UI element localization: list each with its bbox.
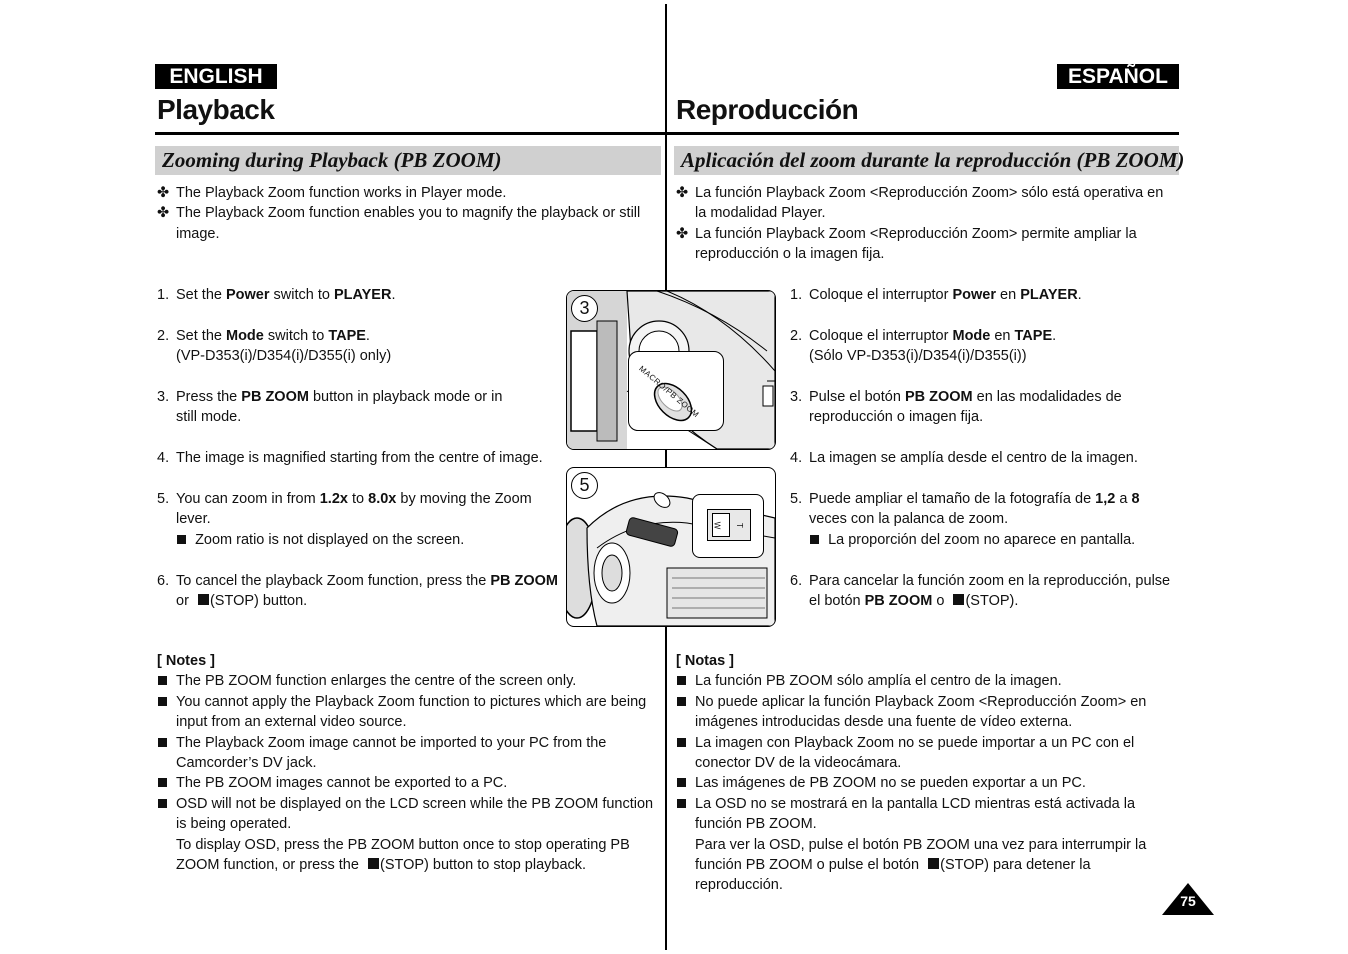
page-number: 75 xyxy=(1180,893,1196,909)
figure-number-3: 3 xyxy=(571,295,598,322)
cross-bullet-icon: ✤ xyxy=(157,185,170,201)
spanish-note-item: No puede aplicar la función Playback Zoom <Reproducción Zoom> en imágenes introducidas desde una fuente de vídeo externa. xyxy=(676,692,1165,733)
square-bullet-icon xyxy=(158,676,167,685)
english-section-heading: Zooming during Playback (PB ZOOM) xyxy=(155,146,661,175)
english-intro-item: ✤ The Playback Zoom function enables you to magnify the playback or still image. xyxy=(157,205,641,242)
spanish-notes-title: [ Notas ] xyxy=(676,653,734,669)
square-bullet-icon xyxy=(677,799,686,808)
english-note-item: You cannot apply the Playback Zoom function to pictures which are being input from an external video source. xyxy=(157,692,657,733)
english-title-rule xyxy=(155,132,666,135)
spanish-note-item: Las imágenes de PB ZOOM no se pueden exportar a un PC. xyxy=(676,773,1176,793)
spanish-note-item: La imagen con Playback Zoom no se puede importar a un PC con el conector DV de la videocámara. xyxy=(676,733,1145,774)
square-bullet-icon xyxy=(158,697,167,706)
wide-label: W xyxy=(712,521,722,530)
english-intro xyxy=(157,183,647,244)
spanish-step-5: 5. Puede ampliar el tamaño de la fotografía de 1,2 a 8 veces con la palanca de zoom. La proporción del zoom no aparece en pantalla. xyxy=(790,491,1140,548)
square-bullet-icon xyxy=(177,535,186,544)
square-bullet-icon xyxy=(158,778,167,787)
macro-pb-zoom-label: MACRO/PB ZOOM xyxy=(637,364,701,420)
english-step-1: 1. Set the Power switch to PLAYER. xyxy=(157,287,396,303)
english-note-item: The PB ZOOM function enlarges the centre of the screen only. xyxy=(157,671,657,691)
spanish-intro-item: ✤ La función Playback Zoom <Reproducción Zoom> permite ampliar la reproducción o la imagen fija. xyxy=(676,225,1137,263)
spanish-step-4: 4. La imagen se amplía desde el centro de la imagen. xyxy=(790,450,1138,467)
english-steps xyxy=(157,285,565,611)
square-bullet-icon xyxy=(677,676,686,685)
english-step-3: 3. Press the PB ZOOM button in playback mode or in still mode. xyxy=(157,389,503,426)
cross-bullet-icon: ✤ xyxy=(157,205,170,222)
tele-label: T xyxy=(734,523,744,528)
stop-icon xyxy=(953,594,964,605)
spanish-language-badge: ESPAÑOL xyxy=(1057,64,1179,89)
stop-icon xyxy=(928,858,939,869)
spanish-section-heading: Aplicación del zoom durante la reproducción (PB ZOOM) xyxy=(674,146,1179,175)
cross-bullet-icon: ✤ xyxy=(676,185,689,201)
english-step-4: 4. The image is magnified starting from the centre of image. xyxy=(157,450,543,467)
english-language-badge: ENGLISH xyxy=(155,64,277,89)
spanish-step-3: 3. Pulse el botón PB ZOOM en las modalidades de reproducción o imagen fija. xyxy=(790,389,1122,426)
english-note-item: OSD will not be displayed on the LCD screen while the PB ZOOM function is being operated. To display OSD, press the PB ZOOM button once to stop operating PB ZOOM function, or press the (STOP) button to stop playback. xyxy=(157,794,657,876)
spanish-intro xyxy=(676,183,1176,265)
spanish-steps xyxy=(790,285,1178,611)
square-bullet-icon xyxy=(677,778,686,787)
square-bullet-icon xyxy=(158,738,167,747)
english-intro-item: ✤ The Playback Zoom function works in Player mode. xyxy=(157,183,647,203)
square-bullet-icon xyxy=(677,697,686,706)
spanish-title-rule xyxy=(667,132,1179,135)
figure-3-macro-pb-zoom-button xyxy=(566,290,776,450)
figure-5-zoom-lever xyxy=(566,467,776,627)
english-note-item: The Playback Zoom image cannot be imported to your PC from the Camcorder’s DV jack. xyxy=(157,733,616,774)
square-bullet-icon xyxy=(158,799,167,808)
english-step-2: 2. Set the Mode switch to TAPE. (VP-D353(i)/D354(i)/D355(i) only) xyxy=(157,327,392,365)
stop-icon xyxy=(198,594,209,605)
stop-icon xyxy=(368,858,379,869)
spanish-intro-item: ✤ La función Playback Zoom <Reproducción Zoom> sólo está operativa en la modalidad Player. xyxy=(676,185,1164,222)
english-notes-title: [ Notes ] xyxy=(157,653,215,669)
figure-number-5: 5 xyxy=(571,472,598,499)
spanish-note-item: La OSD no se mostrará en la pantalla LCD mientras está activada la función PB ZOOM. Para ver la OSD, pulse el botón PB ZOOM una vez para interrumpir la función PB ZOOM o pulse el botón (STOP) para detener la reproducción. xyxy=(676,794,1176,896)
spanish-notes xyxy=(676,651,1176,896)
english-notes xyxy=(157,651,657,875)
spanish-step-2: 2. Coloque el interruptor Mode en TAPE. (Sólo VP-D353(i)/D354(i)/D355(i)) xyxy=(790,327,1057,365)
spanish-page-title: Reproducción xyxy=(676,94,859,125)
spanish-step-6: 6. Para cancelar la función zoom en la reproducción, pulse el botón PB ZOOM o (STOP). xyxy=(790,572,1171,610)
english-page-title: Playback xyxy=(157,94,275,125)
square-bullet-icon xyxy=(677,738,686,747)
cross-bullet-icon: ✤ xyxy=(676,225,689,242)
spanish-note-item: La función PB ZOOM sólo amplía el centro de la imagen. xyxy=(676,671,1176,691)
english-step-5: 5. You can zoom in from 1.2x to 8.0x by moving the Zoom lever. Zoom ratio is not displayed on the screen. xyxy=(157,491,532,548)
zoom-callout xyxy=(628,351,724,431)
zoom-lever-callout xyxy=(692,494,764,558)
page-number-badge xyxy=(1162,883,1214,915)
square-bullet-icon xyxy=(810,535,819,544)
english-note-item: The PB ZOOM images cannot be exported to a PC. xyxy=(157,773,657,793)
spanish-step-1: 1. Coloque el interruptor Power en PLAYER. xyxy=(790,287,1082,303)
english-step-6: 6. To cancel the playback Zoom function, press the PB ZOOM or (STOP) button. xyxy=(157,572,559,610)
